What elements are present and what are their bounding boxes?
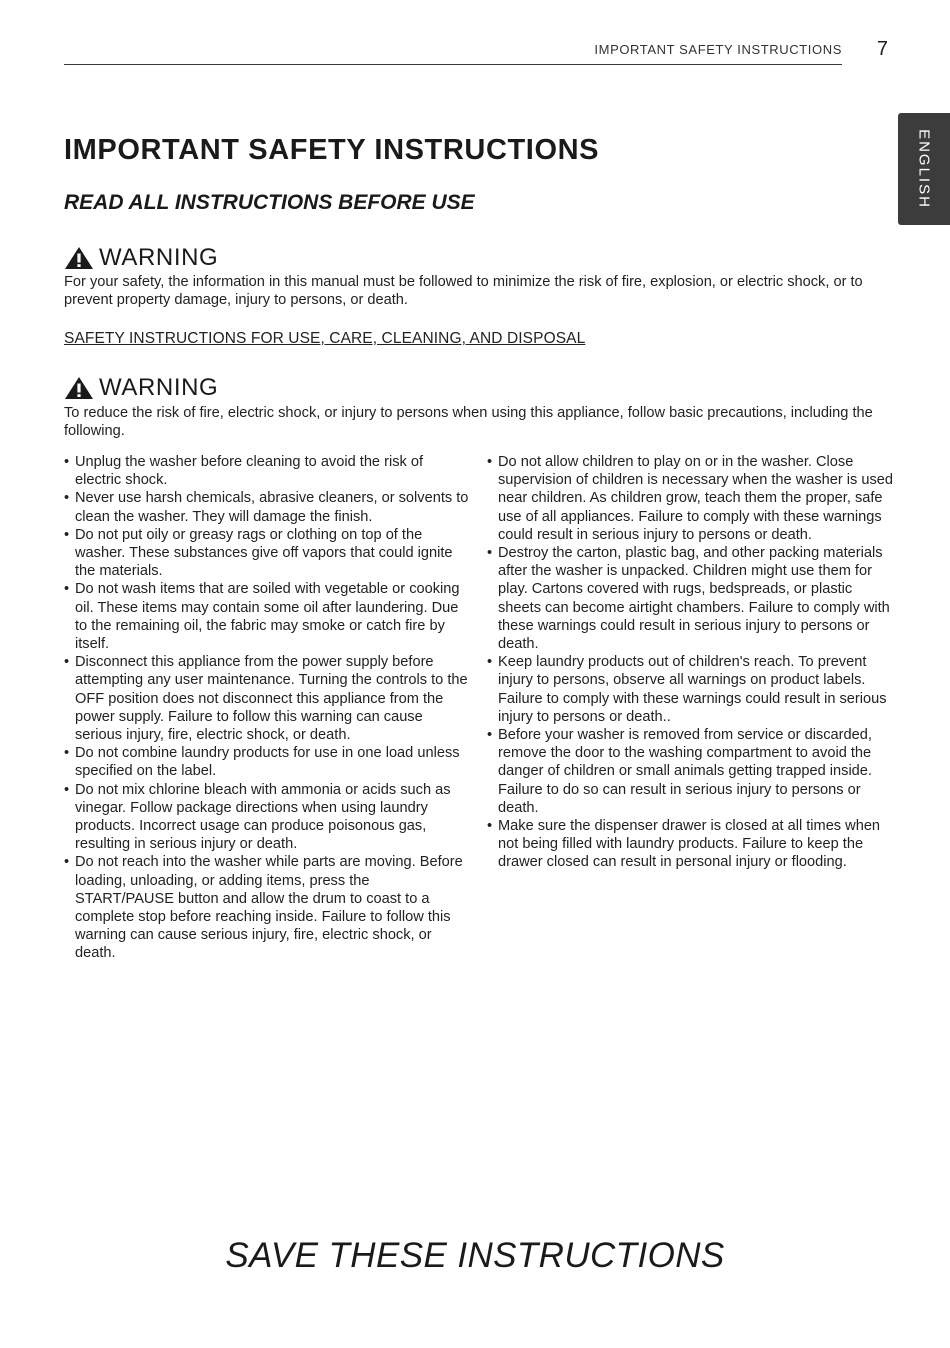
list-item [487,453,897,544]
list-item-text: Unplug the washer before cleaning to avoid the risk of electric shock. [75,454,424,489]
warning-text-1: For your safety, the information in this manual must be followed to minimize the risk of fire, explosion, or electric shock, or to prevent property damage, injury to persons, or death. [64,274,863,308]
list-item-text: Do not mix chlorine bleach with ammonia or acids such as vinegar. Follow package directions when using laundry products. Incorrect usage can produce poisonous gas, resulting in serious injury or death. [75,781,451,853]
running-header-title: IMPORTANT SAFETY INSTRUCTIONS [594,42,842,57]
bullet: • [64,526,70,543]
list-item-text: Keep laundry products out of children's reach. To prevent injury to persons, observe all warnings on product labels. Failure to comply with these warnings could result in serious injury to persons or death.. [498,654,887,725]
instructions-list-left [64,453,472,963]
list-item-text: Do not combine laundry products for use in one load unless specified on the label. [75,745,460,780]
list-item [64,489,472,525]
list-item [64,453,472,489]
bullet: • [64,581,70,598]
warning-label: WARNING [99,374,219,401]
list-item [487,653,897,726]
list-item-text: Do not reach into the washer while parts are moving. Before loading, unloading, or adding items, press the START/PAUSE button and allow the drum to coast to a complete stop before reaching inside. Failure to follow this warning can cause serious injury, fire, electric shock, or death. [75,854,463,962]
warning-label: WARNING [99,244,219,271]
list-item-text: Disconnect this appliance from the power supply before attempting any user maintenance. Turning the controls to the OFF position does not disconnect this appliance from the power supply. Failure to follow this warning can cause serious injury, fire, electric shock, or death. [75,654,468,744]
bullet: • [64,745,70,762]
bullet: • [487,727,493,744]
page-subtitle: READ ALL INSTRUCTIONS BEFORE USE [64,191,475,214]
bullet: • [64,854,70,871]
language-tab [898,113,950,225]
warning-triangle-icon [64,376,94,400]
bullet: • [487,454,493,470]
warning-heading-1 [64,244,218,272]
list-item-text: Do not allow children to play on or in the washer. Close supervision of children is necessary when the washer is used near children. As children grow, teach them the proper, safe use of all appliances. Failure to comply with these warnings could result in serious injury to persons or death. [498,454,894,543]
bullet: • [64,454,70,470]
list-item [64,744,472,780]
list-item-text: Make sure the dispenser drawer is closed at all times when not being filled with laundry products. Failure to keep the drawer closed can result in personal injury or flooding. [498,818,881,871]
warning-text-2: To reduce the risk of fire, electric shock, or injury to persons when using this appliance, follow basic precautions, including the following. [64,405,873,439]
warning-triangle-icon [64,246,94,270]
list-item-text: Before your washer is removed from service or discarded, remove the door to the washing compartment to avoid the danger of children or small animals getting trapped inside. Failure to do so can result in serious injury to persons or death. [498,727,872,816]
bullet: • [64,490,70,507]
page-number: 7 [876,38,888,60]
list-item [64,781,472,854]
warning-heading-2 [64,374,218,402]
list-item-text: Do not wash items that are soiled with vegetable or cooking oil. These items may contain some oil after laundering. Due to the remaining oil, the fabric may smoke or catch fire by itself. [75,581,460,653]
list-item [487,726,897,817]
list-item [64,580,472,653]
save-instructions-footer: SAVE THESE INSTRUCTIONS [225,1236,725,1275]
bullet: • [487,545,493,562]
running-header [64,38,842,65]
bullet: • [64,781,70,798]
list-item [64,853,472,962]
instructions-list-right [487,453,897,872]
page-title: IMPORTANT SAFETY INSTRUCTIONS [64,134,600,166]
list-item [487,544,897,653]
section-heading-safety: SAFETY INSTRUCTIONS FOR USE, CARE, CLEANING, AND DISPOSAL [64,330,586,347]
list-item-text: Never use harsh chemicals, abrasive cleaners, or solvents to clean the washer. They will damage the finish. [75,490,469,525]
list-item-text: Do not put oily or greasy rags or clothing on top of the washer. These substances give off vapors that could ignite the materials. [75,526,453,580]
list-item [64,653,472,744]
bullet: • [487,818,493,835]
bullet: • [64,654,70,671]
list-item-text: Destroy the carton, plastic bag, and other packing materials after the washer is unpacked. Children might use them for play. Cartons covered with rugs, bedspreads, or plastic sheets can become airtight chambers. Failure to comply with these warnings could result in serious injury to persons or death. [498,545,890,653]
list-item [64,526,472,581]
bullet: • [487,654,493,671]
list-item [487,817,897,872]
language-tab-label: ENGLISH [915,129,933,209]
